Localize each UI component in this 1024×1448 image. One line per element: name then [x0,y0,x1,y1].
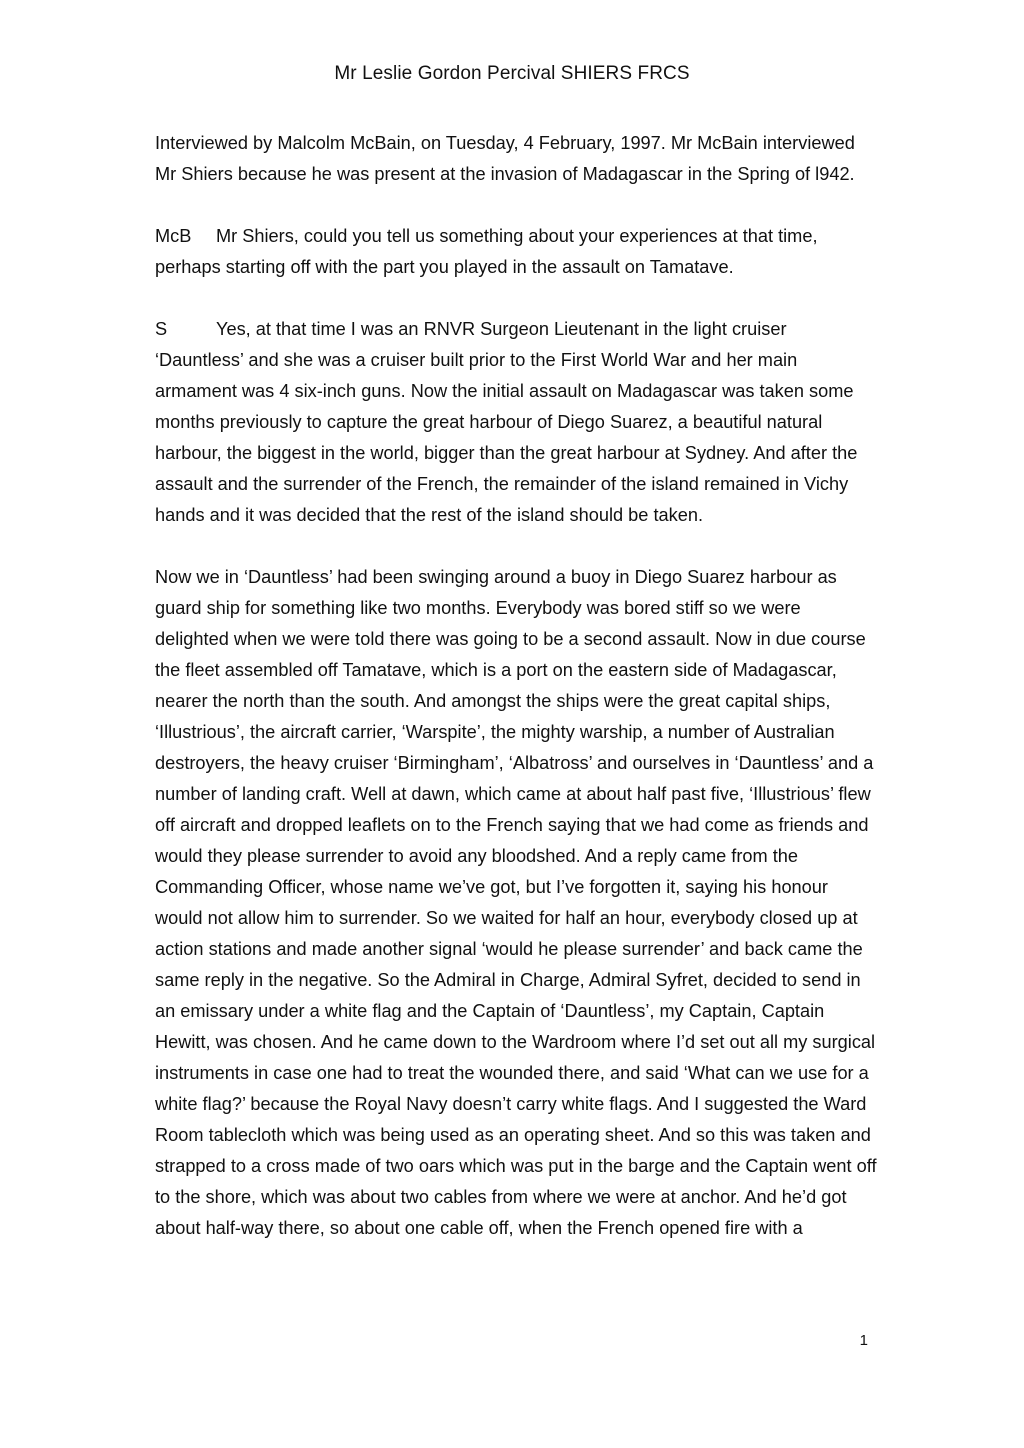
intro-paragraph: Interviewed by Malcolm McBain, on Tuesday, 4 February, 1997. Mr McBain interviewed Mr Shiers because he was present at the invasion of Madagascar in the Spring of l942. [155,133,855,184]
speaker-label: S [155,319,168,339]
page-number: 1 [859,1332,868,1349]
paragraph-text: Mr Shiers, could you tell us something about your experiences at that time, perhaps starting off with the part you played in the assault on Tamatave. [155,226,818,277]
page-title: Mr Leslie Gordon Percival SHIERS FRCS [334,63,690,84]
interview-paragraph-mcb [155,221,877,283]
paragraph-text: Yes, at that time I was an RNVR Surgeon Lieutenant in the light cruiser ‘Dauntless’ and she was a cruiser built prior to the First World War and her main armament was 4 six-inch guns. Now the initial assault on Madagascar was taken some months previously to capture the great harbour of Diego Suarez, a beautiful natural harbour, the biggest in the world, bigger than the great harbour at Sydney. And after the assault and the surrender of the French, the remainder of the island remained in Vichy hands and it was decided that the rest of the island should be taken. [155,319,858,525]
interview-paragraph-s [155,314,877,531]
speaker-label: McB [155,226,192,246]
interview-paragraph-continued [155,562,877,1244]
paragraph-text: Now we in ‘Dauntless’ had been swinging around a buoy in Diego Suarez harbour as guard ship for something like two months. Everybody was bored stiff so we were delighted when we were told there was going to be a second assault. Now in due course the fleet assembled off Tamatave, which is a port on the eastern side of Madagascar, nearer the north than the south. And amongst the ships were the great capital ships, ‘Illustrious’, the aircraft carrier, ‘Warspite’, the mighty warship, a number of Australian destroyers, the heavy cruiser ‘Birmingham’, ‘Albatross’ and ourselves in ‘Dauntless’ and a number of landing craft. Well at dawn, which came at about half past five, ‘Illustrious’ flew off aircraft and dropped leaflets on to the French saying that we had come as friends and would they please surrender to avoid any bloodshed. And a reply came from the Commanding Officer, whose name we’ve got, but I’ve forgotten it, saying his honour would not allow him to surrender. So we waited for half an hour, everybody closed up at action stations and made another signal ‘would he please surrender’ and back came the same reply in the negative. So the Admiral in Charge, Admiral Syfret, decided to send in an emissary under a white flag and the Captain of ‘Dauntless’, my Captain, Captain Hewitt, was chosen. And he came down to the Wardroom where I’d set out all my surgical instruments in case one had to treat the wounded there, and said ‘What can we use for a white flag?’ because the Royal Navy doesn’t carry white flags. And I suggested the Ward Room tablecloth which was being used as an operating sheet. And so this was taken and strapped to a cross made of two oars which was put in the barge and the Captain went off to the shore, which was about two cables from where we were at anchor. And he’d got about half-way there, so about one cable off, when the French opened fire with a [155,567,877,1238]
document-body [155,128,877,1275]
